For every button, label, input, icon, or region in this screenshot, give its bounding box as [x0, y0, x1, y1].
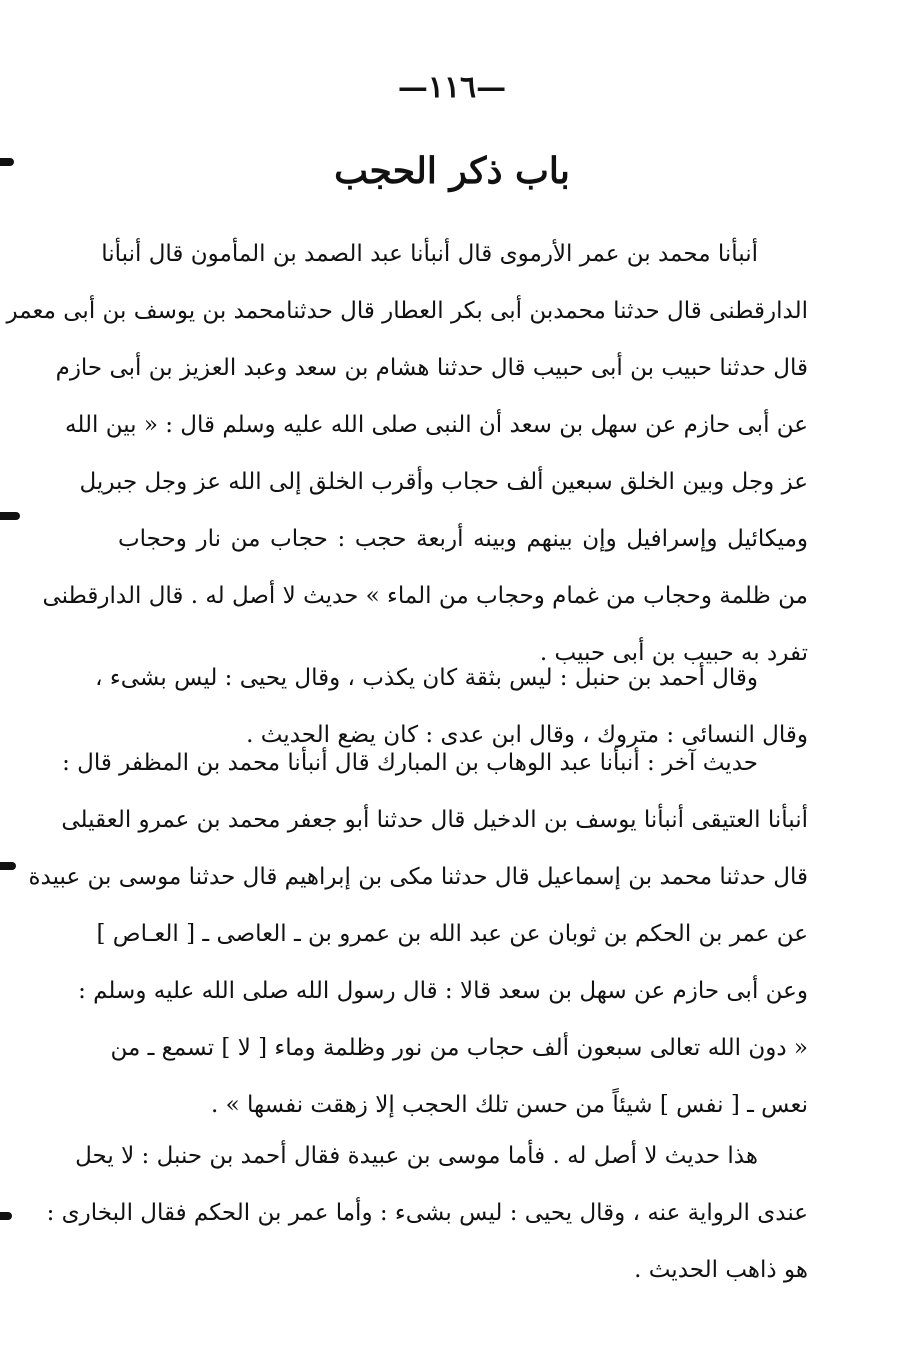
text-line: هذا حديث لا أصل له . فأما موسى بن عبيدة فقال أحمد بن حنبل : لا يحل: [75, 1143, 758, 1169]
margin-mark: [0, 1212, 12, 1220]
paragraph-3: [28, 735, 808, 1134]
text-line: وقال أحمد بن حنبل : ليس بثقة كان يكذب ، وقال يحيى : ليس بشىء ،: [95, 665, 758, 691]
text-line: عندى الرواية عنه ، وقال يحيى : ليس بشىء : وأما عمر بن الحكم فقال البخارى :: [46, 1200, 808, 1226]
page-number: —١١٦—: [397, 70, 507, 105]
text-line: عن أبى حازم عن سهل بن سعد أن النبى صلى الله عليه وسلم قال : « بين الله: [65, 412, 808, 438]
chapter-title: باب ذكر الحجب: [334, 150, 570, 192]
text-line: قال حدثنا محمد بن إسماعيل قال حدثنا مكى بن إبراهيم قال حدثنا موسى بن عبيدة: [28, 864, 808, 890]
text-line: وعن أبى حازم عن سهل بن سعد قالا : قال رسول الله صلى الله عليه وسلم :: [78, 978, 808, 1004]
text-line: أنبأنا محمد بن عمر الأرموى قال أنبأنا عبد الصمد بن المأمون قال أنبأنا: [101, 241, 758, 267]
text-line: تفرد به حبيب بن أبى حبيب .: [539, 640, 808, 666]
text-line: عز وجل وبين الخلق سبعين ألف حجاب وأقرب الخلق إلى الله عز وجل جبريل: [79, 469, 808, 495]
paragraph-4: [46, 1128, 808, 1299]
paragraph-1: [6, 226, 808, 682]
text-line: عن عمر بن الحكم بن ثوبان عن عبد الله بن عمرو بن ـ العاصى ـ [ العـاص ]: [96, 921, 808, 947]
text-line: وميكائيل وإسرافيل وإن بينهم وبينه أربعة حجب : حجاب من نار وحجاب: [118, 526, 808, 552]
text-line: وقال النسائى : متروك ، وقال ابن عدى : كان يضع الحديث .: [246, 722, 808, 748]
text-line: قال حدثنا حبيب بن أبى حبيب قال حدثنا هشام بن سعد وعبد العزيز بن أبى حازم: [55, 355, 808, 381]
text-line: حديث آخر : أنبأنا عبد الوهاب بن المبارك قال أنبأنا محمد بن المظفر قال :: [62, 750, 758, 776]
text-line: أنبأنا العتيقى أنبأنا يوسف بن الدخيل قال حدثنا أبو جعفر محمد بن عمرو العقيلى: [61, 807, 808, 833]
margin-mark: [0, 862, 16, 870]
text-line: نعس ـ [ نفس ] شيئاً من حسن تلك الحجب إلا زهقت نفسها » .: [210, 1092, 808, 1118]
text-line: من ظلمة وحجاب من غمام وحجاب من الماء » حديث لا أصل له . قال الدارقطنى: [42, 583, 808, 609]
text-line: الدارقطنى قال حدثنا محمدبن أبى بكر العطار قال حدثنامحمد بن يوسف بن أبى معمر: [6, 298, 808, 324]
text-line: هو ذاهب الحديث .: [634, 1257, 808, 1283]
text-line: « دون الله تعالى سبعون ألف حجاب من نور وظلمة وماء [ لا ] تسمع ـ من: [110, 1035, 808, 1061]
margin-mark: [0, 512, 20, 520]
